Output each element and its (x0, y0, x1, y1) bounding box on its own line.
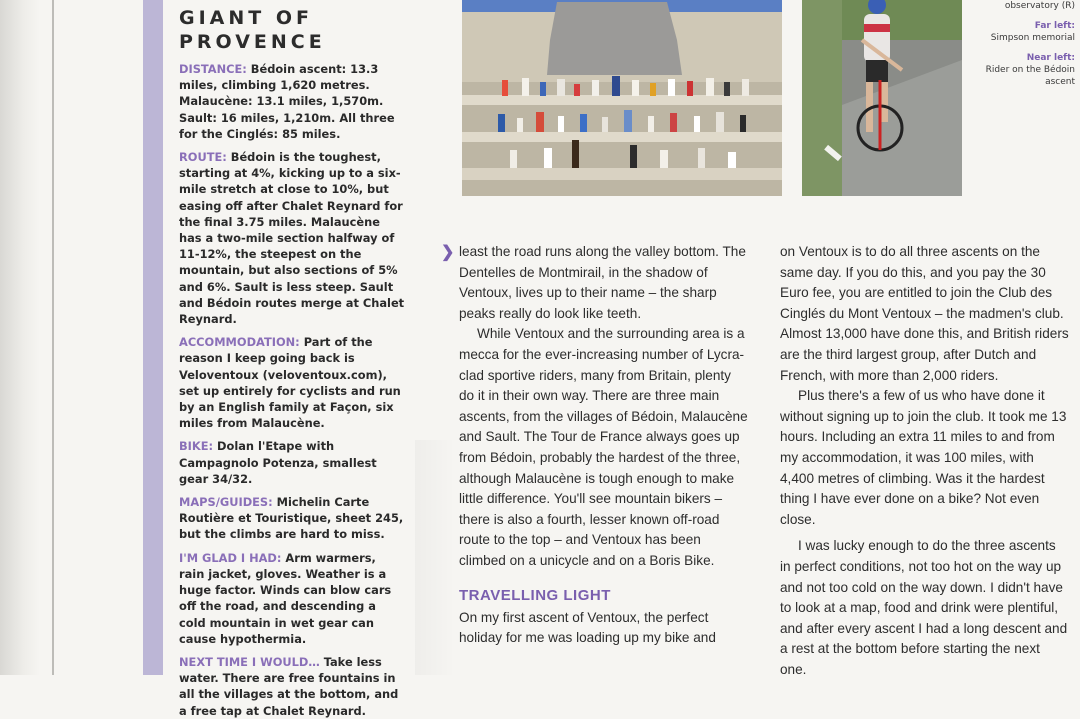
factbox-label: MAPS/GUIDES: (179, 495, 273, 510)
factbox-title (179, 6, 405, 54)
factbox-color-strip (143, 0, 163, 675)
article-paragraph: on Ventoux is to do all three ascents on the same day. If you do this, and you pay the 30 Euro fee, you are entitled to join the Club des Cinglés du Mont Ventoux – the madmen's club. Almost 13,000 have done this, and British riders are the third largest group, after Dutch and French, with more than 2,000 riders. (780, 244, 1069, 383)
caption-top-text: observatory (R) (1004, 1, 1075, 11)
article-paragraph: Plus there's a few of us who have done it without signing up to join the club. It took me 13 hours. Including an extra 11 miles to and from my accommodation, it was 100 miles, with 4,400 metres of climbing. Was it the hardest thing I have ever done on a bike? Not even close. (780, 388, 1067, 527)
page-gutter-line (52, 0, 54, 675)
rider-photo (802, 0, 962, 196)
factbox-label: ROUTE: (179, 150, 227, 165)
memorial-photo-illustration (462, 0, 782, 196)
factbox-label: BIKE: (179, 439, 214, 454)
article-column-2 (780, 242, 1070, 680)
article-column-1 (459, 242, 749, 649)
factbox-text: Bédoin ascent: 13.3 miles, climbing 1,620 metres. Malaucène: 13.1 miles, 1,570m. Sault: 16 miles, 1,210m. All three for the Cinglés: 85 miles. (179, 62, 395, 141)
caption-near-left-text: Rider on the Bédoin ascent (985, 65, 1075, 87)
article-paragraph: least the road runs along the valley bottom. The Dentelles de Montmirail, in the shadow of Ventoux, lives up to their name – the sharp peaks really do look like teeth. (459, 244, 746, 321)
factbox-label: I'M GLAD I HAD: (179, 550, 282, 565)
caption-far-left-text: Simpson memorial (990, 33, 1075, 43)
caption-near-left-lead: Near left: (1026, 53, 1075, 63)
continuation-arrow-icon: ❯ (441, 244, 455, 261)
caption-top (968, 0, 1075, 12)
factbox (163, 0, 415, 718)
caption-far-left (968, 20, 1075, 44)
article-paragraph: On my first ascent of Ventoux, the perfect holiday for me was loading up my bike and (459, 609, 716, 646)
factbox-text: Dolan l'Etape with Campagnolo Potenza, smallest gear 34/32. (179, 439, 377, 486)
factbox-title-line1: GIANT OF (179, 7, 313, 29)
caption-near-left (968, 52, 1075, 88)
caption-far-left-lead: Far left: (1034, 21, 1075, 31)
factbox-next-time (179, 654, 405, 719)
factbox-text: Michelin Carte Routière et Touristique, sheet 245, but the climbs are hard to miss. (179, 495, 404, 542)
section-heading: TRAVELLING LIGHT (459, 586, 611, 604)
factbox-bike (179, 438, 405, 487)
factbox-accommodation (179, 334, 405, 431)
factbox-text: Arm warmers, rain jacket, gloves. Weather is a huge factor. Winds can blow cars off the road, and descending a cold mountain in wet gear can cause hypothermia. (179, 550, 392, 646)
article-paragraph: I was lucky enough to do the three ascents in perfect conditions, not too hot on the way up and not too cold on the way down. I didn't have to look at a map, food and drink were plentiful, and after every ascent I had a long descent and a rest at the bottom before starting the next one. (780, 538, 1068, 677)
factbox-text: Take less water. There are free fountains in all the villages at the bottom, and a free tap at Chalet Reynard. (179, 654, 399, 718)
rider-photo-illustration (802, 0, 962, 196)
factbox-label: NEXT TIME I WOULD… (179, 654, 320, 669)
factbox-maps (179, 494, 405, 543)
page-binding-shadow (0, 0, 40, 675)
factbox-distance (179, 61, 405, 142)
factbox-text: Bédoin is the toughest, starting at 4%, kicking up to a six-mile stretch at close to 10%, but easing off after Chalet Reynard for the final 3.75 miles. Malaucène has a two-mile section halfway of 11-12%, the steepest on the mountain, but also sections of 5% and 6%. Sault is less steep. Sault and Bédoin routes merge at Chalet Reynard. (179, 150, 405, 327)
factbox-route (179, 149, 405, 327)
factbox-title-line2: PROVENCE (179, 31, 326, 53)
memorial-photo (462, 0, 782, 196)
factbox-text: Part of the reason I keep going back is Veloventoux (veloventoux.com), set up entirely for cyclists and run by an English family at Façon, six miles from Malaucène. (179, 335, 401, 431)
article-paragraph: While Ventoux and the surrounding area is a mecca for the ever-increasing number of Lycra-clad sportive riders, many from Britain, plenty do it in their own way. There are three main ascents, from the villages of Bédoin, Malaucène and Sault. The Tour de France always goes up from Bédoin, probably the hardest of the three, although Malaucène is tough enough to make little difference. You'll see mountain bikers – there is also a fourth, lesser known off-road route to the top – and Ventoux has been climbed on a unicycle and on a Boris Bike. (459, 326, 748, 568)
photo-captions (968, 0, 1075, 96)
factbox-label: DISTANCE: (179, 62, 247, 76)
factbox-label: ACCOMMODATION: (179, 335, 300, 350)
factbox-glad-i-had (179, 550, 405, 647)
page-shading (415, 440, 455, 675)
